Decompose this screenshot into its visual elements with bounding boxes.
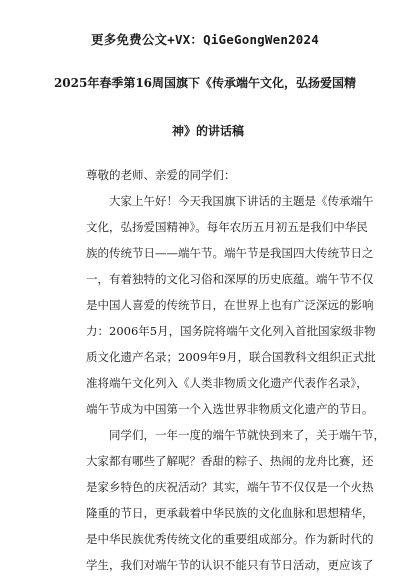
document-title-line-1: 2025年春季第16周国旗下《传承端午文化，弘扬爱国精 <box>53 76 357 90</box>
paragraph-line: 力：2006年5月，国务院将端午文化列入首批国家级非物 <box>86 324 376 338</box>
paragraph-line: 是中国人喜爱的传统节日，在世界上也有广泛深远的影响 <box>86 298 374 312</box>
paragraph-line: 准将端午文化列入《人类非物质文化遗产代表作名录》， <box>86 376 368 390</box>
paragraph-line: 大家上午好！今天我国旗下讲话的主题是《传承端午 <box>109 194 374 208</box>
document-title-line-2: 神》的讲话稿 <box>172 124 245 138</box>
paragraph-line: 同学们，一年一度的端午节就快到来了，关于端午节， <box>109 428 385 442</box>
paragraph-line: 学生，我们对端午节的认识不能只有节日活动，更应该了 <box>86 558 374 572</box>
paragraph-line: 是家乡特色的庆祝活动？其实，端午节不仅仅是一个火热 <box>86 480 374 494</box>
paragraph-line: 一，有着独特的文化习俗和深厚的历史底蕴。端午节不仅 <box>86 272 374 286</box>
header-watermark-text: 更多免费公文+VX：QiGeGongWen2024 <box>91 32 319 47</box>
paragraph-line: 端午节成为中国第一个入选世界非物质文化遗产的节日。 <box>86 402 374 416</box>
paragraph-line: 大家都有哪些了解呢？香甜的粽子、热闹的龙舟比赛，还 <box>86 454 374 468</box>
paragraph-line: 是中华民族优秀传统文化的重要组成部分。作为新时代的 <box>86 532 374 546</box>
paragraph-line: 质文化遗产名录；2009年9月，联合国教科文组织正式批 <box>86 350 376 364</box>
paragraph-line: 族的传统节日——端午节。端午节是我国四大传统节日之 <box>86 246 374 260</box>
salutation-line: 尊敬的老师、亲爱的同学们： <box>86 168 236 182</box>
paragraph-line: 隆重的节日，更承载着中华民族的文化血脉和思想精华， <box>86 506 374 520</box>
paragraph-line: 文化，弘扬爱国精神》。每年农历五月初五是我们中华民 <box>86 220 368 234</box>
body-text <box>86 162 385 578</box>
